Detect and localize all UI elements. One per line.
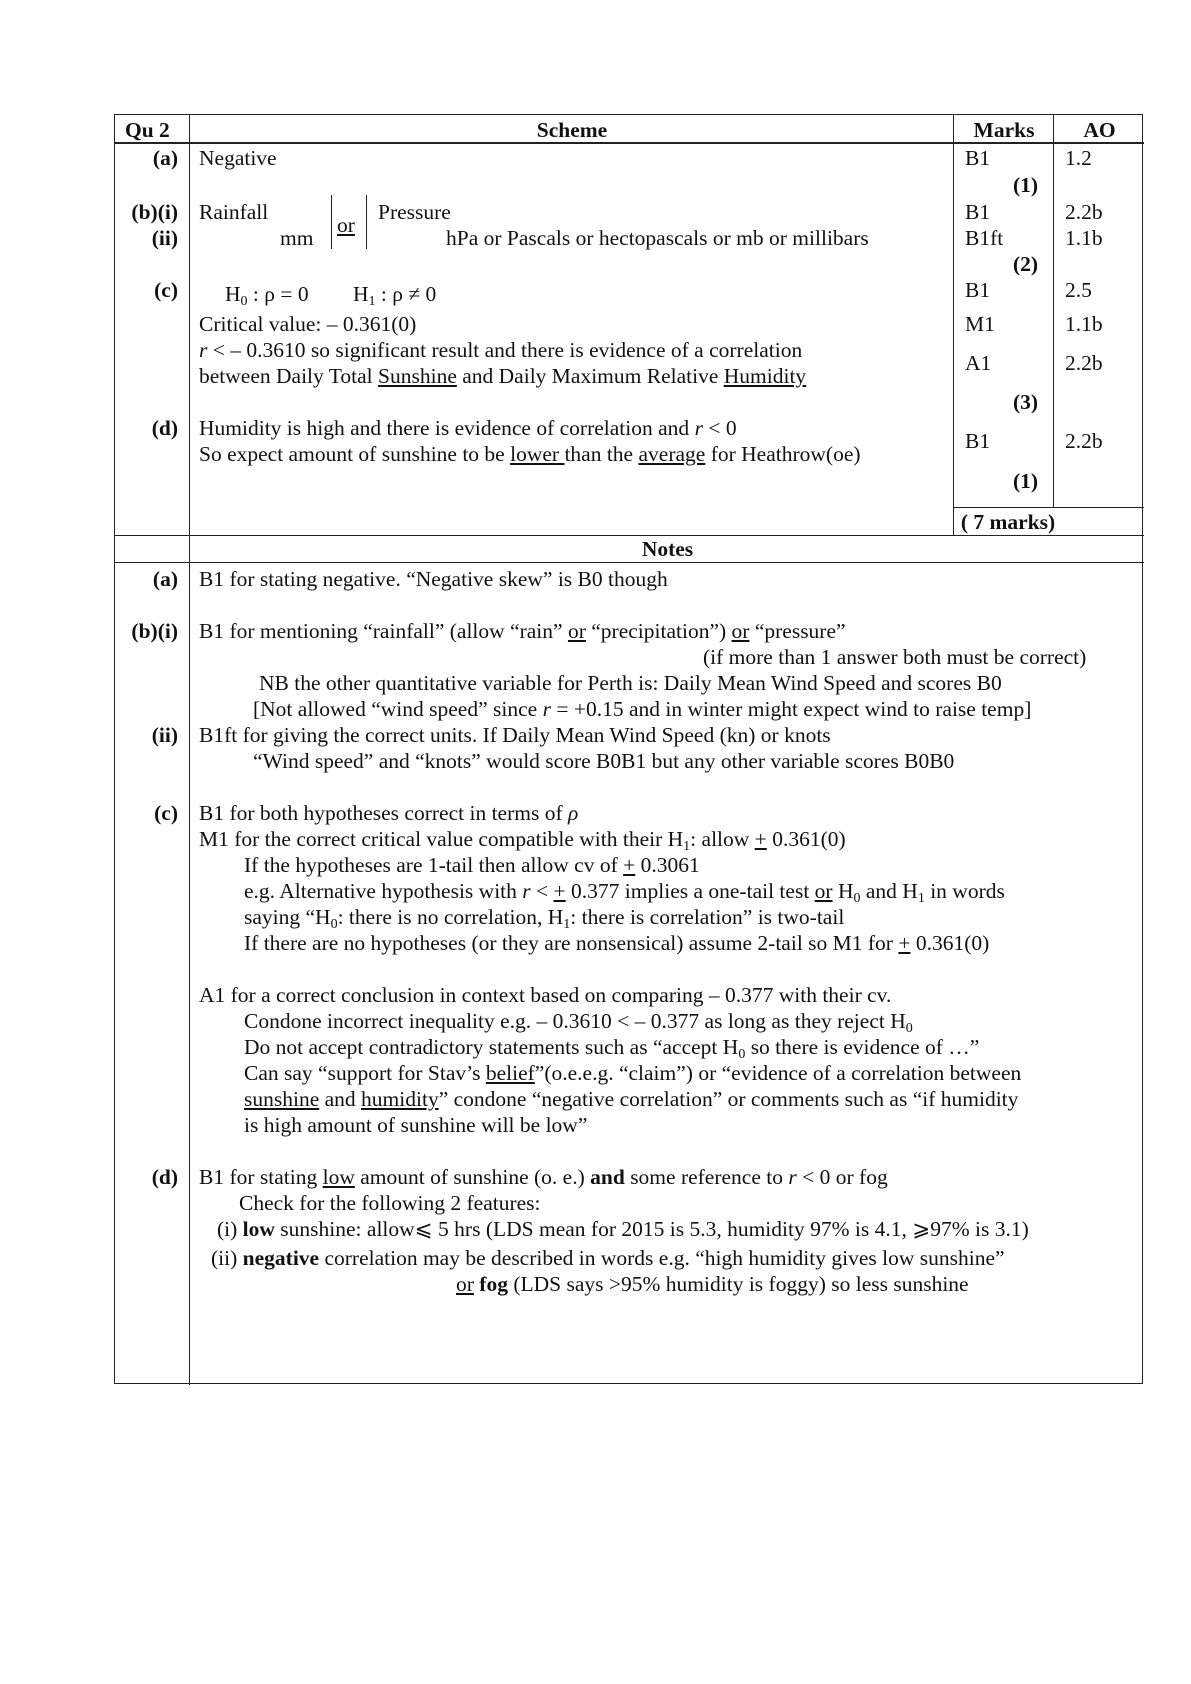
notes-d-line2: Check for the following 2 features:	[239, 1191, 541, 1215]
part-c-ao-1: 2.5	[1065, 278, 1092, 302]
notes-c-a1-line4: Can say “support for Stav’s belief”(o.e.e.g. “claim”) or “evidence of a correlation between	[244, 1061, 1022, 1085]
part-c-ao-2: 1.1b	[1065, 312, 1103, 336]
notes-c-a1-line3: Do not accept contradictory statements such as “accept $H_0$ so there is evidence of …”	[244, 1035, 980, 1062]
c-conclusion-line1: r < – 0.3610 so significant result and there is evidence of a correlation	[199, 338, 803, 362]
notes-title: Notes	[641, 537, 694, 561]
part-c-mark-a1: A1	[965, 351, 992, 375]
notes-c-line3: If the hypotheses are 1-tail then allow cv of + 0.3061	[244, 853, 700, 877]
part-bi-mark: B1	[965, 200, 991, 224]
total-divider	[953, 507, 1144, 508]
notes-c-a1-line2: Condone incorrect inequality e.g. – 0.3610 < – 0.377 as long as they reject $H_0$	[244, 1009, 913, 1036]
part-c-label: (c)	[154, 278, 178, 302]
notes-c-a1-line6: is high amount of sunshine will be low”	[244, 1113, 588, 1137]
part-c-mark-m1: M1	[965, 312, 995, 336]
notes-bi-line2: (if more than 1 answer both must be correct)	[703, 645, 1087, 669]
or-bracket-left	[331, 195, 332, 249]
alt-hypothesis: $H_1$ : ρ ≠ 0	[353, 282, 437, 309]
notes-bi-label: (b)(i)	[131, 619, 178, 643]
part-c-mark-b1: B1	[965, 278, 991, 302]
part-a-total: (1)	[1013, 173, 1039, 197]
c-conclusion-line2: between Daily Total Sunshine and Daily Maximum Relative Humidity	[199, 364, 807, 388]
part-a-label: (a)	[152, 146, 178, 170]
d-answer-line1: Humidity is high and there is evidence of correlation and r < 0	[199, 416, 737, 440]
notes-bi-line1: B1 for mentioning “rainfall” (allow “rain” or “precipitation”) or “pressure”	[199, 619, 846, 643]
header-ao: AO	[1083, 118, 1116, 142]
header-marks: Marks	[973, 118, 1035, 142]
notes-bi-line3: NB the other quantitative variable for Perth is: Daily Mean Wind Speed and scores B0	[259, 671, 1002, 695]
part-d-ao: 2.2b	[1065, 429, 1103, 453]
part-bi-ao: 2.2b	[1065, 200, 1103, 224]
notes-d-label: (d)	[151, 1165, 178, 1189]
part-bi-label: (b)(i)	[131, 200, 178, 224]
header-scheme: Scheme	[536, 118, 608, 142]
col-divider-scheme	[953, 115, 954, 535]
part-d-label: (d)	[151, 416, 178, 440]
pressure-units: hPa or Pascals or hectopascals or mb or millibars	[446, 226, 869, 250]
notes-bi-line4: [Not allowed “wind speed” since r = +0.15 and in winter might expect wind to raise temp]	[253, 697, 1032, 721]
notes-header-line	[115, 562, 1144, 563]
mark-scheme-table	[114, 114, 1143, 1384]
null-hypothesis: $H_0$ : ρ = 0	[225, 282, 309, 309]
notes-c-line5: saying “$H_0$: there is no correlation, $H_1$: there is correlation” is two-tail	[244, 905, 845, 932]
mm-text: mm	[280, 226, 314, 250]
part-a-ao: 1.2	[1065, 146, 1092, 170]
or-bracket-right	[366, 195, 367, 249]
grand-total: ( 7 marks)	[960, 510, 1056, 534]
notes-d-line1: B1 for stating low amount of sunshine (o. e.) and some reference to r < 0 or fog	[199, 1165, 888, 1189]
notes-a-label: (a)	[152, 567, 178, 591]
d-answer-line2: So expect amount of sunshine to be lower than the average for Heathrow(oe)	[199, 442, 861, 466]
notes-d-line5: or fog (LDS says >95% humidity is foggy) so less sunshine	[456, 1272, 969, 1296]
part-a-answer: Negative	[199, 146, 277, 170]
part-c-ao-3: 2.2b	[1065, 351, 1103, 375]
rainfall-text: Rainfall	[199, 200, 269, 224]
critical-value: Critical value: – 0.361(0)	[199, 312, 417, 336]
part-d-total: (1)	[1013, 469, 1039, 493]
notes-bii-line2: “Wind speed” and “knots” would score B0B1 but any other variable scores B0B0	[253, 749, 955, 773]
notes-c-line2: M1 for the correct critical value compatible with their $H_1$: allow + 0.361(0)	[199, 827, 846, 854]
notes-c-label: (c)	[154, 801, 178, 825]
notes-c-a1-line1: A1 for a correct conclusion in context based on comparing – 0.377 with their cv.	[199, 983, 892, 1007]
notes-bii-label: (ii)	[151, 723, 178, 747]
part-b-total: (2)	[1013, 252, 1039, 276]
notes-d-line4: (ii) negative correlation may be described in words e.g. “high humidity gives low sunshine”	[211, 1246, 1005, 1270]
notes-c-a1-line5: sunshine and humidity” condone “negative correlation” or comments such as “if humidity	[244, 1087, 1019, 1111]
notes-d-line3: (i) low sunshine: allow⩽ 5 hrs (LDS mean for 2015 is 5.3, humidity 97% is 4.1, ⩾97% is 3.1)	[217, 1217, 1029, 1241]
notes-c-line6: If there are no hypotheses (or they are nonsensical) assume 2-tail so M1 for + 0.361(0)	[244, 931, 990, 955]
notes-a-text: B1 for stating negative. “Negative skew” is B0 though	[199, 567, 668, 591]
part-bii-label: (ii)	[151, 226, 178, 250]
or-text: or	[337, 213, 355, 237]
pressure-text: Pressure	[378, 200, 451, 224]
header-qu: Qu 2	[125, 118, 170, 142]
notes-bii-line1: B1ft for giving the correct units. If Daily Mean Wind Speed (kn) or knots	[199, 723, 831, 747]
part-d-mark: B1	[965, 429, 991, 453]
part-bii-ao: 1.1b	[1065, 226, 1103, 250]
col-divider-label	[189, 115, 190, 1385]
col-divider-marks	[1053, 115, 1054, 507]
notes-c-line1: B1 for both hypotheses correct in terms of ρ	[199, 801, 579, 825]
notes-c-line4: e.g. Alternative hypothesis with r < + 0.377 implies a one-tail test or $H_0$ and $H_1$ in words	[244, 879, 1005, 906]
part-c-total: (3)	[1013, 390, 1039, 414]
part-a-mark: B1	[965, 146, 991, 170]
part-bii-mark: B1ft	[965, 226, 1004, 250]
